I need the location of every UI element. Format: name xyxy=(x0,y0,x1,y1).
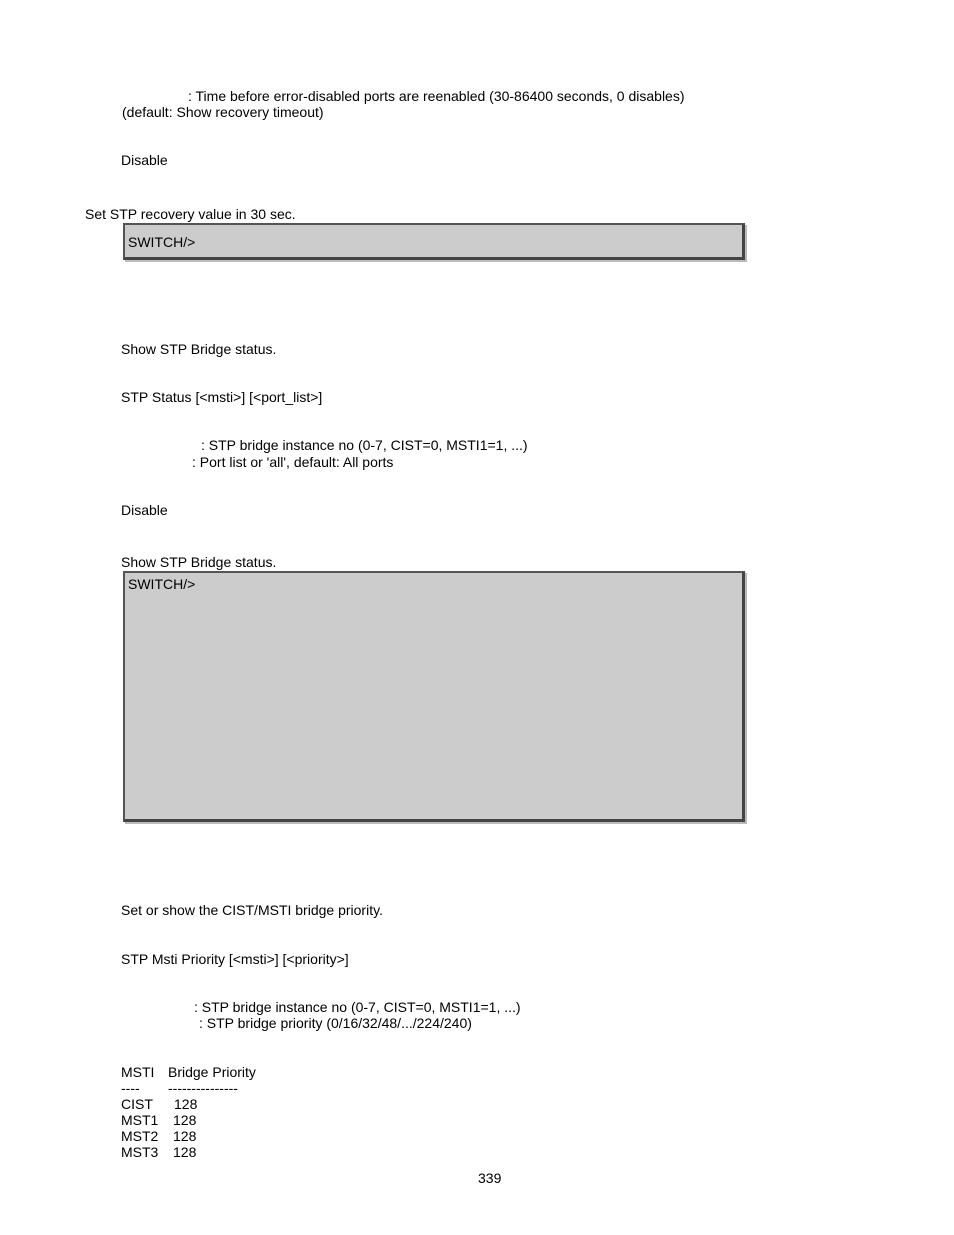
recovery-default: Disable xyxy=(121,152,168,168)
table-cell-priority: 128 xyxy=(173,1128,197,1144)
status-example-desc: Show STP Bridge status. xyxy=(121,554,277,570)
status-description: Show STP Bridge status. xyxy=(121,341,277,357)
recovery-example-prompt: SWITCH/> xyxy=(128,234,196,250)
priority-param-priority: : STP bridge priority (0/16/32/48/.../224/240) xyxy=(199,1015,472,1031)
table-cell-priority: 128 xyxy=(173,1112,197,1128)
table-cell-msti: MST2 xyxy=(121,1128,159,1144)
table-cell-priority: 128 xyxy=(173,1144,197,1160)
status-default: Disable xyxy=(121,502,168,518)
recovery-param-desc-line1: : Time before error-disabled ports are reenabled (30-86400 seconds, 0 disables) xyxy=(188,88,685,104)
table-cell-priority: 128 xyxy=(174,1096,198,1112)
recovery-param-desc-line2: (default: Show recovery timeout) xyxy=(122,104,324,120)
table-cell-msti: MST1 xyxy=(121,1112,159,1128)
recovery-example-desc: Set STP recovery value in 30 sec. xyxy=(85,206,296,222)
table-separator-bridge-priority: --------------- xyxy=(168,1080,238,1096)
page-number: 339 xyxy=(478,1170,502,1186)
priority-description: Set or show the CIST/MSTI bridge priority. xyxy=(121,902,383,918)
status-param-port-list: : Port list or 'all', default: All ports xyxy=(192,454,394,470)
priority-param-msti: : STP bridge instance no (0-7, CIST=0, MSTI1=1, ...) xyxy=(194,999,521,1015)
table-header-msti: MSTI xyxy=(121,1064,155,1080)
table-separator-msti: ---- xyxy=(121,1080,140,1096)
table-cell-msti: MST3 xyxy=(121,1144,159,1160)
status-example-prompt: SWITCH/> xyxy=(128,576,196,592)
priority-syntax: STP Msti Priority [<msti>] [<priority>] xyxy=(121,951,349,967)
status-example-terminal xyxy=(123,571,745,822)
status-syntax: STP Status [<msti>] [<port_list>] xyxy=(121,389,323,405)
table-row xyxy=(121,1144,197,1208)
table-header-bridge-priority: Bridge Priority xyxy=(168,1064,256,1080)
status-param-msti: : STP bridge instance no (0-7, CIST=0, MSTI1=1, ...) xyxy=(201,437,528,453)
table-cell-msti: CIST xyxy=(121,1096,153,1112)
recovery-example-terminal xyxy=(123,223,745,260)
